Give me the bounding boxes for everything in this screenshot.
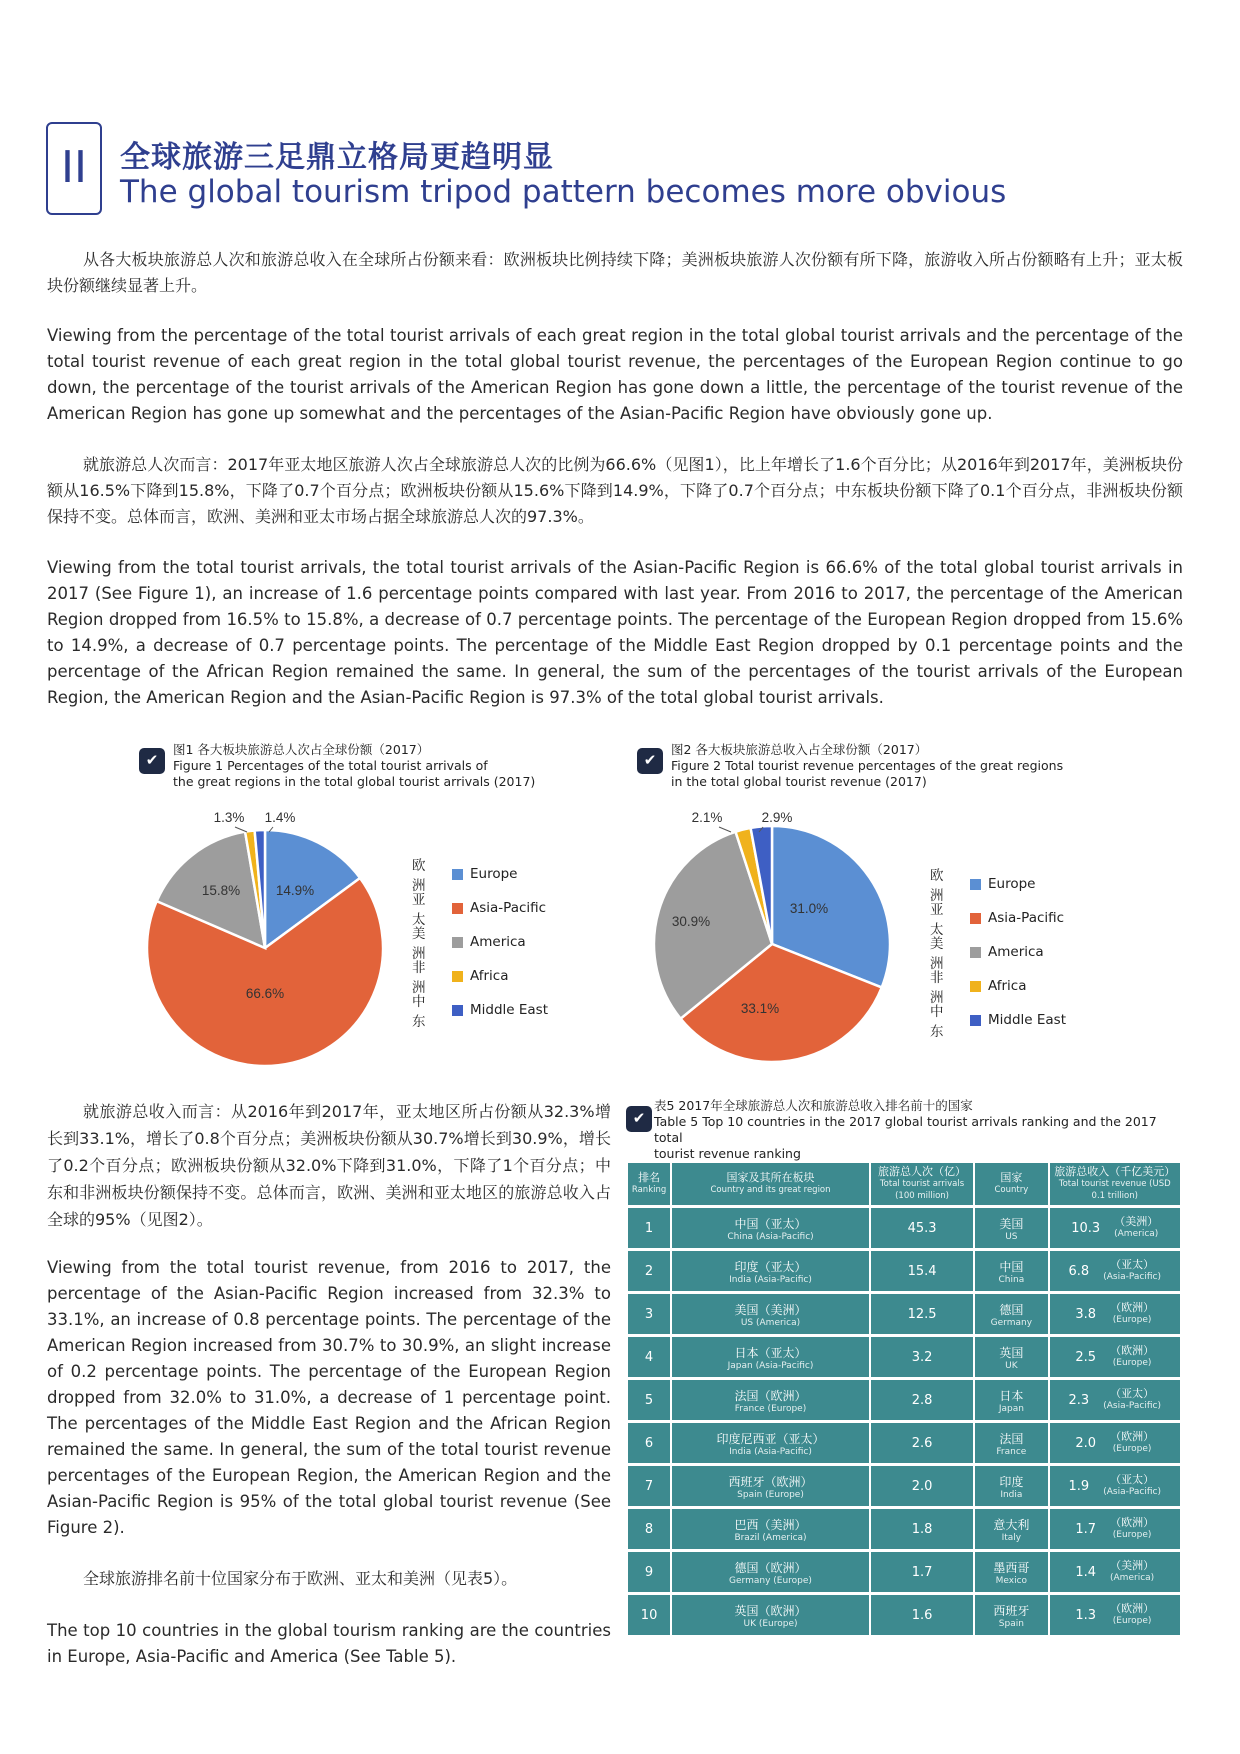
cell-arrivals [871,1251,973,1291]
cell-rank [628,1294,670,1334]
country-region-cn: 德国（欧洲） [734,1560,807,1575]
country-cn: 美国 [999,1216,1024,1231]
country-cn: 德国 [999,1302,1024,1317]
table-row [628,1337,1180,1377]
country-region-en: Japan (Asia-Pacific) [727,1360,814,1371]
section-numeral: II [61,142,87,193]
table-5 [626,1160,1182,1638]
country-region-cn: 法国（欧洲） [734,1388,807,1403]
figure-2-title-en-2: in the total global tourist revenue (2017) [671,774,927,789]
arrivals-value: 2.0 [911,1478,933,1494]
legend-swatch [452,869,463,880]
rank-value: 10 [640,1607,658,1623]
revenue-region-cn: （亚太） [1110,1473,1155,1486]
legend-swatch [452,1005,463,1016]
cell-country-region [672,1251,869,1291]
country-cn: 意大利 [993,1517,1030,1532]
revenue-value: 1.3 [1075,1607,1097,1623]
cell-country-region [672,1509,869,1549]
country-region-en: UK (Europe) [743,1618,798,1629]
country-region-en: France (Europe) [734,1403,807,1414]
cell-country [975,1380,1047,1420]
legend-label-cn: 亚 太 [412,892,430,928]
legend-label-cn: 中 东 [412,994,430,1030]
legend-label-cn: 美 洲 [412,926,430,962]
cell-rank [628,1251,670,1291]
rank-value: 1 [644,1220,654,1236]
table-5-title-en-1: Table 5 Top 10 countries in the 2017 global tourist arrivals ranking and the 2017 total [654,1114,1157,1145]
legend-label-en: Europe [988,876,1036,892]
header-arrivals [871,1163,973,1205]
rank-value: 9 [644,1564,654,1580]
figure-1-title-en-1: Figure 1 Percentages of the total tourist arrivals of [173,758,488,773]
revenue-region-cn: （欧洲） [1110,1430,1155,1443]
header-revenue [1050,1163,1181,1205]
legend-swatch [452,937,463,948]
legend-label-cn: 美 洲 [930,936,948,972]
country-region-cn: 西班牙（欧洲） [728,1474,813,1489]
country-en: Italy [1001,1532,1022,1543]
cell-rank [628,1423,670,1463]
table-5-caption [626,1098,1186,1162]
cell-rank [628,1552,670,1592]
cell-rank [628,1380,670,1420]
revenue-region-en: (Europe) [1112,1616,1152,1626]
legend-item [412,959,548,996]
country-region-cn: 美国（美洲） [734,1302,807,1317]
paragraph-1-en: Viewing from the percentage of the total tourist arrivals of each great region in the total global tourist arrivals and the percentage of the total tourist revenue of each great region in the total global tourist revenue, the percentages of the European Region continue to go down, the percentage of the tourist arrivals of the American Region has gone down a little, the percentage of the tourist revenue of the American Region has gone up somewhat and the percentages of the Asian-Pacific Region have obviously gone up. [47,326,1183,423]
revenue-region-en: (Europe) [1112,1530,1152,1540]
rank-value: 8 [644,1521,654,1537]
table-5-title-cn: 表5 2017年全球旅游总人次和旅游总收入排名前十的国家 [654,1098,973,1113]
cell-revenue [1050,1552,1181,1592]
revenue-region-cn: （欧洲） [1110,1602,1155,1615]
revenue-value: 3.8 [1075,1306,1097,1322]
revenue-value: 2.0 [1075,1435,1097,1451]
country-cn: 印度 [999,1474,1024,1489]
table-row [628,1294,1180,1334]
table-row [628,1466,1180,1506]
cell-rank [628,1509,670,1549]
cell-country-region [672,1337,869,1377]
rank-value: 6 [644,1435,654,1451]
cell-country-region [672,1380,869,1420]
country-region-cn: 英国（欧洲） [734,1603,807,1618]
legend-swatch [970,879,981,890]
header-ranking [628,1163,670,1205]
paragraph-3-cn: 就旅游总收入而言：从2016年到2017年，亚太地区所占份额从32.3%增长到33.1%，增长了0.8个百分点；美洲板块份额从30.7%增长到30.9%，增长了0.2个百分点；欧洲板块份额从32.0%下降到31.0%，下降了1个百分点；中东和非洲板块份额保持不变。总体而言，欧洲、美洲和亚太地区的旅游总收入占全球的95%（见图2）。 [47,1102,611,1229]
pie-data-label: 14.9% [275,883,315,898]
cell-country-region [672,1208,869,1248]
header-revenue-en: Total tourist revenue (USD 0.1 trillion) [1058,1179,1171,1201]
figure-1-title-en-2: the great regions in the total global tourist arrivals (2017) [173,774,536,789]
figure-1-caption [139,742,699,790]
pie-data-label: 31.0% [789,901,829,916]
paragraph-4-cn: 全球旅游排名前十位国家分布于欧洲、亚太和美洲（见表5）。 [83,1569,518,1588]
country-en: UK [1005,1360,1018,1371]
header-country-region-en: Country and its great region [710,1185,831,1195]
legend-label-en: Africa [470,968,509,984]
legend-label-en: Asia-Pacific [470,900,547,916]
cell-arrivals [871,1380,973,1420]
country-en: China [998,1274,1025,1285]
figure-2-title-cn: 图2 各大板块旅游总收入占全球份额（2017） [671,742,928,757]
figure-2-caption [637,742,1197,790]
legend-swatch [970,1015,981,1026]
cell-revenue [1050,1380,1181,1420]
arrivals-value: 2.8 [911,1392,933,1408]
arrivals-value: 15.4 [907,1263,937,1279]
header-country [975,1163,1047,1205]
rank-value: 3 [644,1306,654,1322]
arrivals-value: 2.6 [911,1435,933,1451]
table-header-row [628,1163,1180,1205]
cell-arrivals [871,1552,973,1592]
figure-1-title-cn: 图1 各大板块旅游总人次占全球份额（2017） [173,742,430,757]
legend-label-en: America [470,934,526,950]
legend-label-cn: 欧 洲 [930,868,948,904]
legend-label-en: Africa [988,978,1027,994]
country-en: India [1000,1489,1023,1500]
table-5-title-en-2: tourist revenue ranking [654,1146,801,1161]
revenue-value: 1.9 [1068,1478,1090,1494]
legend-item [930,969,1066,1006]
figure-1-legend [412,857,549,1030]
country-region-cn: 日本（亚太） [734,1345,807,1360]
revenue-region-en: (Europe) [1112,1315,1152,1325]
cell-country [975,1251,1047,1291]
country-region-en: India (Asia-Pacific) [729,1446,812,1457]
country-region-en: US (America) [740,1317,801,1328]
cell-arrivals [871,1466,973,1506]
legend-label-en: Middle East [470,1002,549,1018]
cell-revenue [1050,1294,1181,1334]
arrivals-value: 3.2 [911,1349,933,1365]
country-region-en: India (Asia-Pacific) [729,1274,812,1285]
cell-country [975,1552,1047,1592]
country-en: France [996,1446,1027,1457]
cell-revenue [1050,1466,1181,1506]
figure-1-pie-chart [135,800,405,1080]
cell-rank [628,1337,670,1377]
country-region-cn: 印度（亚太） [734,1259,807,1274]
table-row [628,1509,1180,1549]
revenue-value: 2.3 [1068,1392,1090,1408]
country-en: US [1005,1231,1018,1242]
table-row [628,1595,1180,1635]
revenue-region-cn: （欧洲） [1110,1516,1155,1529]
country-region-en: Germany (Europe) [729,1575,812,1586]
header-revenue-cn: 旅游总收入（千亿美元） [1054,1165,1176,1178]
cell-country-region [672,1466,869,1506]
country-en: Spain [998,1618,1024,1629]
legend-swatch [970,981,981,992]
figure-check-icon: ✔ [139,748,165,774]
header-ranking-en: Ranking [631,1185,667,1195]
cell-arrivals [871,1595,973,1635]
cell-country [975,1337,1047,1377]
pie-data-label: 66.6% [245,986,285,1001]
legend-swatch [452,903,463,914]
arrivals-value: 45.3 [907,1220,937,1236]
revenue-value: 10.3 [1071,1220,1101,1236]
country-region-cn: 印度尼西亚（亚太） [716,1431,825,1446]
revenue-region-en: (Asia-Pacific) [1103,1487,1161,1497]
rank-value: 4 [644,1349,654,1365]
pie-data-label: 2.1% [691,810,723,825]
table-row [628,1423,1180,1463]
legend-label-en: Europe [470,866,518,882]
cell-arrivals [871,1208,973,1248]
figure-2-legend [930,867,1067,1040]
cell-country [975,1208,1047,1248]
cell-country [975,1466,1047,1506]
header-country-cn: 国家 [1000,1171,1023,1184]
legend-item [412,857,548,894]
cell-country [975,1423,1047,1463]
cell-rank [628,1595,670,1635]
pie-data-label: 30.9% [671,914,711,929]
country-en: Mexico [995,1575,1028,1586]
revenue-value: 2.5 [1075,1349,1097,1365]
cell-country-region [672,1294,869,1334]
table-5-body [628,1208,1180,1635]
revenue-region-cn: （美洲） [1114,1215,1159,1228]
cell-revenue [1050,1423,1181,1463]
revenue-region-en: (Asia-Pacific) [1103,1401,1161,1411]
country-cn: 墨西哥 [993,1560,1030,1575]
header-ranking-cn: 排名 [638,1171,661,1184]
cell-revenue [1050,1208,1181,1248]
country-cn: 英国 [999,1345,1024,1360]
legend-label-cn: 非 洲 [930,970,948,1006]
header-arrivals-cn: 旅游总人次（亿） [878,1165,967,1178]
legend-swatch [452,971,463,982]
legend-swatch [970,913,981,924]
country-region-cn: 巴西（美洲） [734,1517,807,1532]
pie-data-label: 15.8% [201,883,241,898]
legend-label-en: Asia-Pacific [988,910,1065,926]
cell-country [975,1509,1047,1549]
cell-rank [628,1208,670,1248]
country-region-cn: 中国（亚太） [734,1216,807,1231]
country-region-en: Brazil (America) [734,1532,807,1543]
cell-revenue [1050,1337,1181,1377]
table-check-icon: ✔ [626,1106,652,1132]
revenue-region-cn: （亚太） [1110,1258,1155,1271]
revenue-region-en: (America) [1110,1573,1155,1583]
paragraph-2-en: Viewing from the total tourist arrivals, the total tourist arrivals of the Asian-Pacific Region is 66.6% of the total global tourist arrivals in 2017 (See Figure 1), an increase of 1.6 percentage points compared with last year. From 2016 to 2017, the percentage of the American Region dropped from 16.5% to 15.8%, a decrease of 0.7 percentage points. The percentage of the European Region dropped from 15.6% to 14.9%, a decrease of 0.7 percentage points. The percentage of the Middle East Region dropped by 0.1 percentage points and the percentage of the African Region remained the same. In general, the sum of the percentages of the tourist arrivals of the European Region, the American Region and the Asian-Pacific Region is 97.3% of the total global tourist arrivals. [47,558,1183,707]
cell-rank [628,1466,670,1506]
revenue-region-cn: （美洲） [1110,1559,1155,1572]
revenue-value: 1.4 [1075,1564,1097,1580]
header-country-en: Country [994,1185,1029,1195]
rank-value: 2 [644,1263,654,1279]
paragraph-3-en: Viewing from the total tourist revenue, from 2016 to 2017, the percentage of the Asian-Pacific Region increased from 32.3% to 33.1%, an increase of 0.8 percentage points. The percentage of the American Region increased from 30.7% to 30.9%, an slight increase of 0.2 percentage points. The percentage of the European Region dropped from 32.0% to 31.0%, a decrease of 1 percentage point. The percentages of the Middle East Region and the African Region remained the same. In general, the sum of the total tourist revenue percentages of the European Region, the American Region and the Asian-Pacific Region is 95% of the total global tourist revenue (See Figure 2). [47,1258,611,1537]
legend-swatch [970,947,981,958]
pie-data-label: 1.3% [213,810,245,825]
arrivals-value: 1.6 [911,1607,933,1623]
cell-country-region [672,1552,869,1592]
cell-country-region [672,1423,869,1463]
paragraph-4-en: The top 10 countries in the global tourism ranking are the countries in Europe, Asia-Pacific and America (See Table 5). [47,1621,611,1666]
legend-label-cn: 亚 太 [930,902,948,938]
cell-revenue [1050,1251,1181,1291]
table-row [628,1208,1180,1248]
pie-data-label: 2.9% [761,810,793,825]
legend-label-cn: 非 洲 [412,960,430,996]
legend-item [412,925,548,962]
figure-2-pie-chart [635,800,905,1080]
revenue-region-en: (Asia-Pacific) [1103,1272,1161,1282]
cell-arrivals [871,1294,973,1334]
table-row [628,1552,1180,1592]
legend-item [930,867,1066,904]
country-cn: 法国 [999,1431,1024,1446]
country-cn: 日本 [999,1388,1024,1403]
figure-check-icon: ✔ [637,748,663,774]
arrivals-value: 1.8 [911,1521,933,1537]
revenue-region-en: (Europe) [1112,1358,1152,1368]
revenue-value: 6.8 [1068,1263,1090,1279]
cell-revenue [1050,1509,1181,1549]
legend-label-en: America [988,944,1044,960]
legend-item [412,993,549,1030]
revenue-region-cn: （欧洲） [1110,1301,1155,1314]
legend-item [930,1003,1067,1040]
pie-data-label: 33.1% [740,1001,780,1016]
cell-arrivals [871,1423,973,1463]
revenue-region-en: (America) [1114,1229,1159,1239]
country-cn: 西班牙 [993,1603,1030,1618]
rank-value: 5 [644,1392,654,1408]
country-region-en: Spain (Europe) [737,1489,804,1500]
cell-revenue [1050,1595,1181,1635]
country-region-en: China (Asia-Pacific) [727,1231,814,1242]
cell-arrivals [871,1509,973,1549]
paragraph-1-cn: 从各大板块旅游总人次和旅游总收入在全球所占份额来看：欧洲板块比例持续下降；美洲板块旅游人次份额有所下降，旅游收入所占份额略有上升；亚太板块份额继续显著上升。 [47,250,1183,295]
cell-country [975,1294,1047,1334]
header-country-region-cn: 国家及其所在板块 [726,1171,815,1184]
header-arrivals-en: Total tourist arrivals (100 million) [879,1179,965,1201]
country-cn: 中国 [999,1259,1024,1274]
cell-country-region [672,1595,869,1635]
table-row [628,1251,1180,1291]
arrivals-value: 1.7 [911,1564,933,1580]
legend-label-cn: 中 东 [930,1004,948,1040]
table-row [628,1380,1180,1420]
pie-data-label: 1.4% [264,810,296,825]
legend-label-en: Middle East [988,1012,1067,1028]
cell-arrivals [871,1337,973,1377]
legend-label-cn: 欧 洲 [412,858,430,894]
rank-value: 7 [644,1478,654,1494]
legend-item [930,901,1066,938]
revenue-region-en: (Europe) [1112,1444,1152,1454]
country-en: Germany [990,1317,1033,1328]
paragraph-2-cn: 就旅游总人次而言：2017年亚太地区旅游人次占全球旅游总人次的比例为66.6%（见图1），比上年增长了1.6个百分比；从2016年到2017年，美洲板块份额从16.5%下降到15.8%，下降了0.7个百分点；欧洲板块份额从15.6%下降到14.9%，下降了0.7个百分点；中东板块份额下降了0.1个百分点，非洲板块份额保持不变。总体而言，欧洲、美洲和亚太市场占据全球旅游总人次的97.3%。 [47,455,1183,526]
revenue-value: 1.7 [1075,1521,1097,1537]
legend-item [930,935,1066,972]
legend-item [412,891,548,928]
section-title-en: The global tourism tripod pattern becomes more obvious [120,174,1007,210]
country-en: Japan [998,1403,1024,1414]
arrivals-value: 12.5 [907,1306,937,1322]
figure-2-title-en-1: Figure 2 Total tourist revenue percentages of the great regions [671,758,1064,773]
revenue-region-cn: （欧洲） [1110,1344,1155,1357]
header-country-region [672,1163,869,1205]
cell-country [975,1595,1047,1635]
section-title-cn: 全球旅游三足鼎立格局更趋明显 [120,140,554,175]
pie-leader-line [719,827,731,832]
section-numeral-box [46,122,102,215]
revenue-region-cn: （亚太） [1110,1387,1155,1400]
